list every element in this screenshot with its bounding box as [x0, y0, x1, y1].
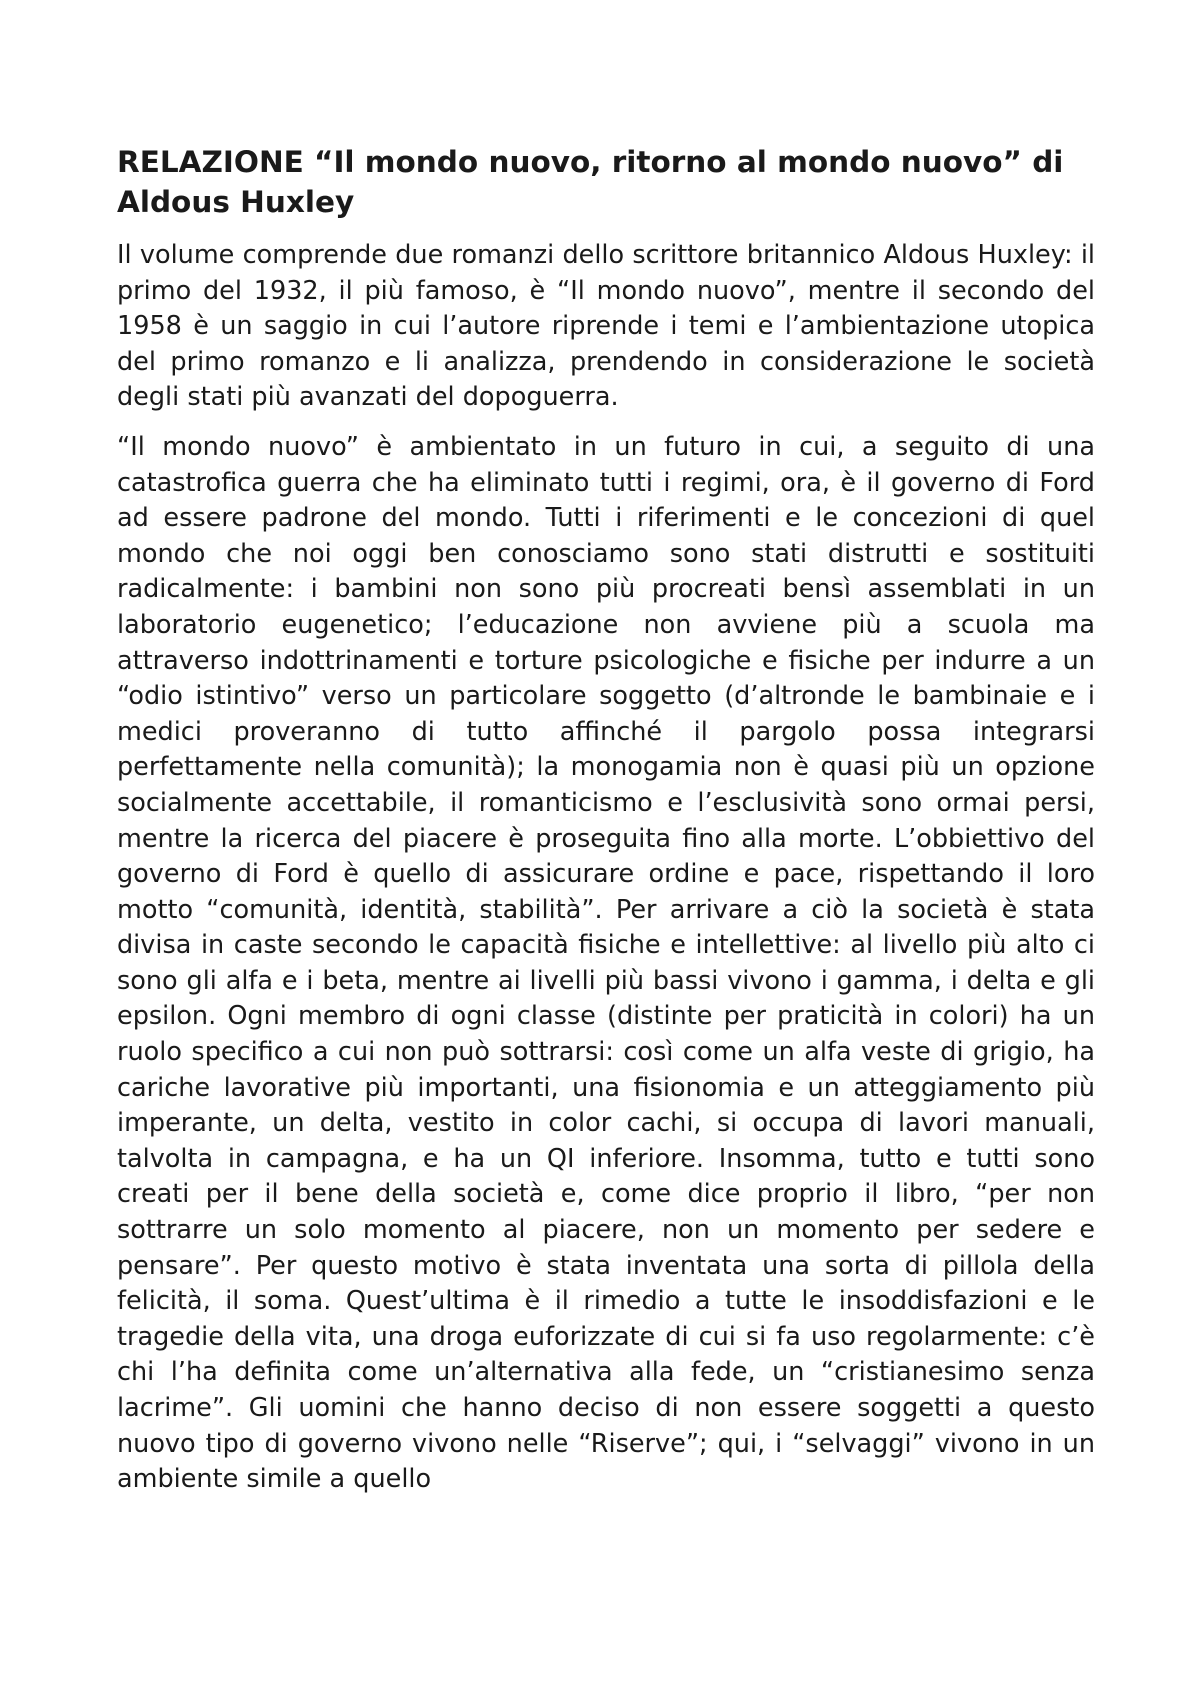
- document-title: RELAZIONE “Il mondo nuovo, ritorno al mondo nuovo” di Aldous Huxley: [117, 145, 1064, 219]
- paragraph-intro: Il volume comprende due romanzi dello scrittore britannico Aldous Huxley: il primo del 1932, il più famoso, è “Il mondo nuovo”, mentre il secondo del 1958 è un saggio in cui l’autore riprende i temi e l’ambientazione utopica del primo romanzo e li analizza, prendendo in considerazione le società degli stati più avanzati del dopoguerra.: [117, 240, 1095, 413]
- paragraph-plot: “Il mondo nuovo” è ambientato in un futuro in cui, a seguito di una catastrofica guerra che ha eliminato tutti i regimi, ora, è il governo di Ford ad essere padrone del mondo. Tutti i riferimenti e le concezioni di quel mondo che noi oggi ben conosciamo sono stati distrutti e sostituiti radicalmente: i bambini non sono più procreati bensì assemblati in un laboratorio eugenetico; l’educazione non avviene più a scuola ma attraverso indottrinamenti e torture psicologiche e fisiche per indurre a un “odio istintivo” verso un particolare soggetto (d’altronde le bambinaie e i medici proveranno di tutto affinché il pargolo possa integrarsi perfettamente nella comunità); la monogamia non è quasi più un opzione socialmente accettabile, il romanticismo e l’esclusività sono ormai persi, mentre la ricerca del piacere è proseguita fino alla morte. L’obbiettivo del governo di Ford è quello di assicurare ordine e pace, rispettando il loro motto “comunità, identità, stabilità”. Per arrivare a ciò la società è stata divisa in caste secondo le capacità fisiche e intellettive: al livello più alto ci sono gli alfa e i beta, mentre ai livelli più bassi vivono i gamma, i delta e gli epsilon. Ogni membro di ogni classe (distinte per praticità in colori) ha un ruolo specifico a cui non può sottrarsi: così come un alfa veste di grigio, ha cariche lavorative più importanti, una fisionomia e un atteggiamento più imperante, un delta, vestito in color cachi, si occupa di lavori manuali, talvolta in campagna, e ha un QI inferiore. Insomma, tutto e tutti sono creati per il bene della società e, come dice proprio il libro, “per non sottrarre un solo momento al piacere, non un momento per sedere e pensare”. Per questo motivo è stata inventata una sorta di pillola della felicità, il soma. Quest’ultima è il rimedio a tutte le insoddisfazioni e le tragedie della vita, una droga euforizzate di cui si fa uso regolarmente: c’è chi l’ha definita come un’alternativa alla fede, un “cristianesimo senza lacrime”. Gli uomini che hanno deciso di non essere soggetti a questo nuovo tipo di governo vivono nelle “Riserve”; qui, i “selvaggi” vivono in un ambiente simile a quello: [117, 431, 1095, 1495]
- document-body: [117, 142, 1095, 1498]
